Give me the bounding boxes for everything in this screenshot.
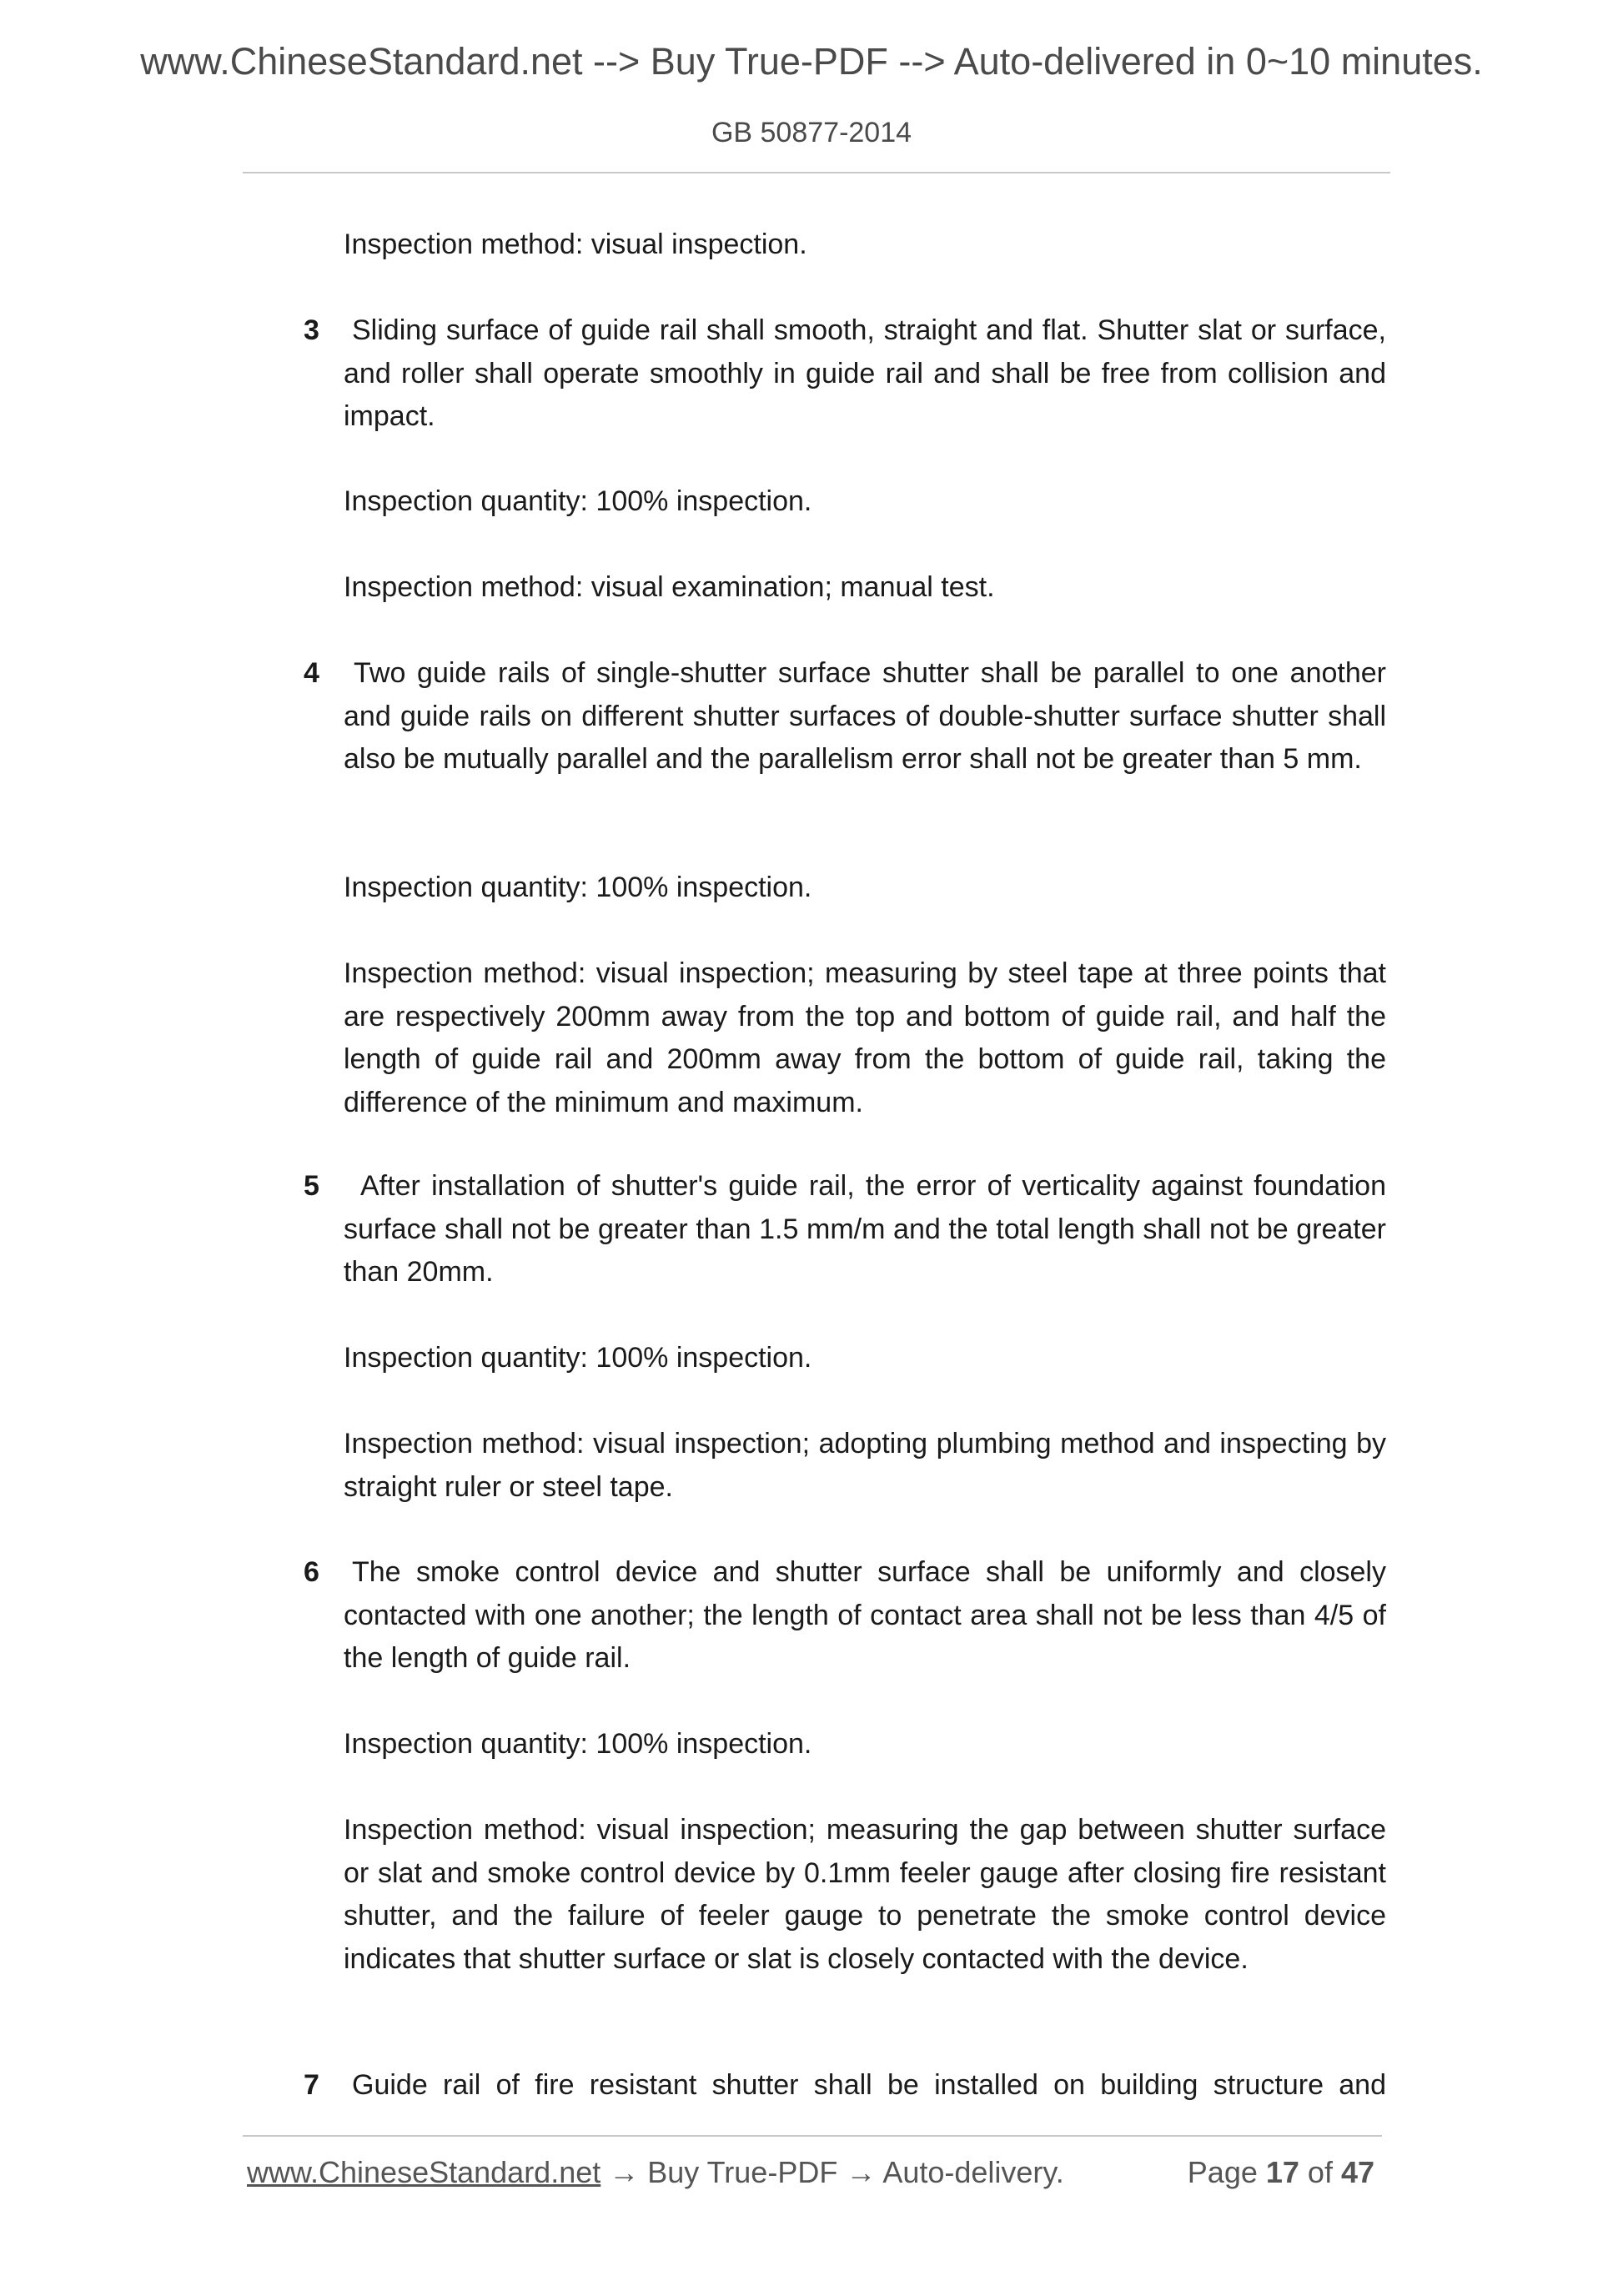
- page-indicator: [1188, 2155, 1374, 2190]
- footer-tagline: → Buy True-PDF → Auto-delivery.: [600, 2155, 1064, 2189]
- item-text: The smoke control device and shutter surface shall be uniformly and closely contacted with one another; the length of contact area shall not be less than 4/5 of the length of guide rail.: [344, 1556, 1386, 1674]
- footer-divider: [243, 2135, 1382, 2137]
- item-text: After installation of shutter's guide rail, the error of verticality against foundation surface shall not be greater than 1.5 mm/m and the total length shall not be greater than 20mm.: [344, 1170, 1386, 1288]
- inspection-quantity: Inspection quantity: 100% inspection.: [344, 872, 812, 903]
- inspection-method: Inspection method: visual inspection; measuring the gap between shutter surface or slat and smoke control device by 0.1mm feeler gauge after closing fire resistant shutter, and the failure of feeler gauge to penetrate the smoke control device indicates that shutter surface or slat is closely contacted with the device.: [344, 1814, 1386, 1975]
- standard-code: GB 50877-2014: [711, 117, 912, 148]
- paragraph: Inspection method: visual inspection.: [344, 229, 807, 260]
- item-number: 7: [304, 2069, 319, 2101]
- inspection-quantity: Inspection quantity: 100% inspection.: [344, 1342, 812, 1374]
- item-text: Guide rail of fire resistant shutter shall be installed on building structure and: [352, 2069, 1386, 2101]
- page-total: 47: [1340, 2155, 1374, 2189]
- item-number: 6: [304, 1556, 319, 1588]
- item-number: 5: [304, 1170, 319, 1202]
- inspection-method: Inspection method: visual inspection; adopting plumbing method and inspecting by straight ruler or steel tape.: [344, 1428, 1386, 1503]
- inspection-method: Inspection method: visual examination; manual test.: [344, 571, 995, 603]
- page-header-banner: www.ChineseStandard.net --> Buy True-PDF --> Auto-delivered in 0~10 minutes.: [140, 40, 1483, 83]
- inspection-method: Inspection method: visual inspection; measuring by steel tape at three points that are respectively 200mm away from the top and bottom of guide rail, and half the length of guide rail and 200mm away from the bottom of guide rail, taking the difference of the minimum and maximum.: [344, 957, 1386, 1118]
- inspection-quantity: Inspection quantity: 100% inspection.: [344, 1728, 812, 1760]
- page-current: 17: [1265, 2155, 1299, 2189]
- item-number: 4: [304, 657, 319, 689]
- page-footer: [247, 2155, 1386, 2190]
- page-label: Page: [1187, 2155, 1266, 2189]
- item-text: Two guide rails of single-shutter surface shutter shall be parallel to one another and guide rails on different shutter surfaces of double-shutter surface shutter shall also be mutually parallel and the parallelism error shall not be greater than 5 mm.: [344, 657, 1386, 775]
- of-label: of: [1299, 2155, 1341, 2189]
- item-number: 3: [304, 314, 319, 346]
- item-text: Sliding surface of guide rail shall smooth, straight and flat. Shutter slat or surface, and roller shall operate smoothly in guide rail and shall be free from collision and impact.: [344, 314, 1386, 432]
- header-divider: [243, 172, 1390, 173]
- footer-link[interactable]: www.ChineseStandard.net: [247, 2155, 601, 2189]
- inspection-quantity: Inspection quantity: 100% inspection.: [344, 485, 812, 517]
